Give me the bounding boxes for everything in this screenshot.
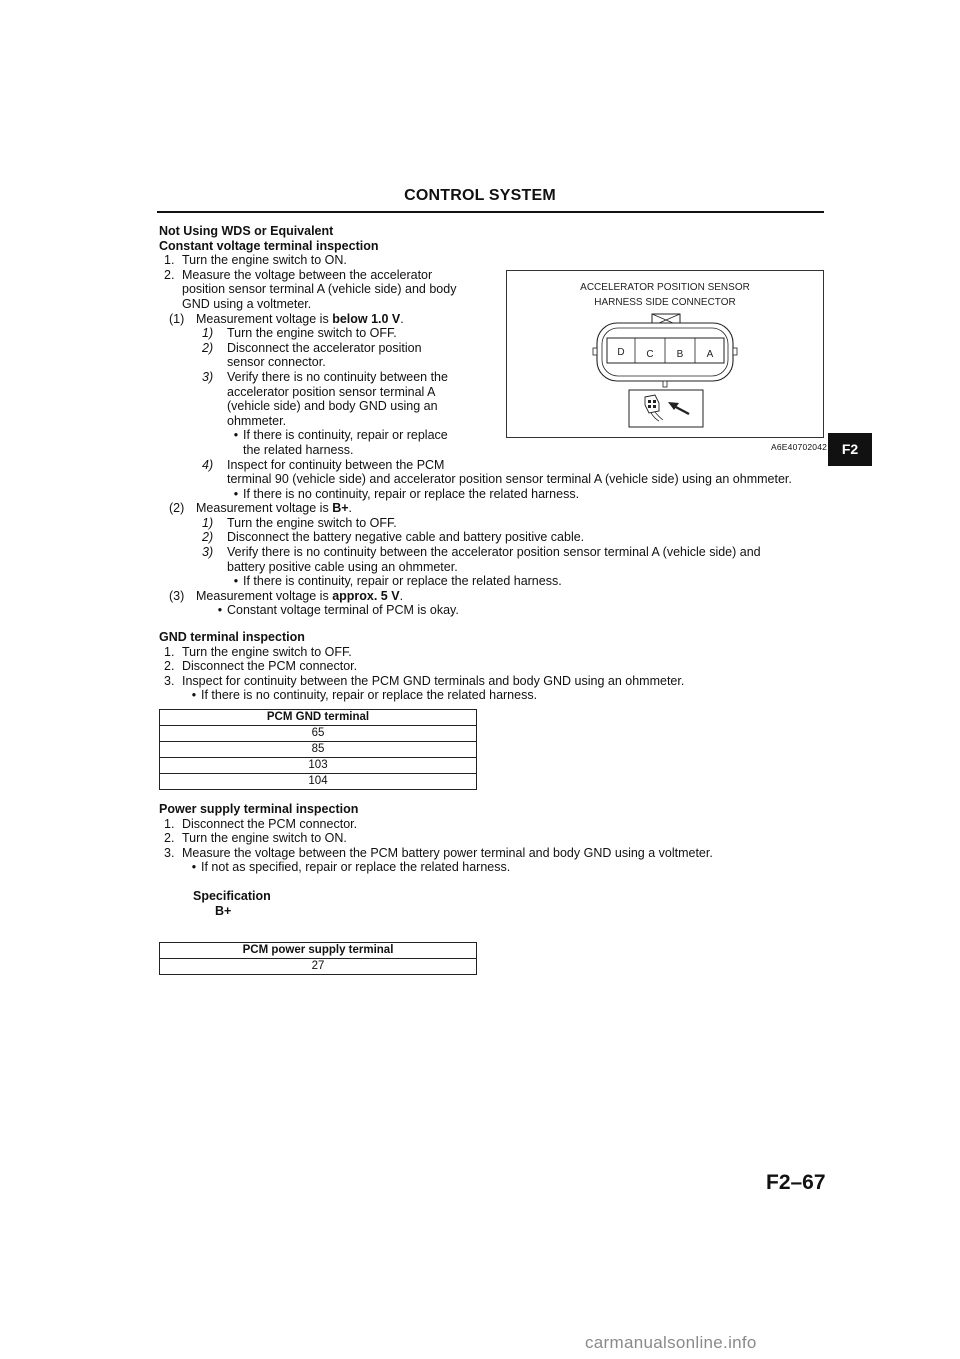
terminal-label-a: A (706, 349, 714, 360)
list-item: 2. Turn the engine switch to ON. (164, 831, 347, 846)
spec-label: Specification (193, 888, 271, 903)
list-item: 1. Turn the engine switch to OFF. (164, 644, 352, 659)
table-row: 85 (160, 742, 477, 758)
terminal-label-c: C (646, 349, 654, 360)
step-item-cont: ohmmeter. (227, 413, 287, 428)
section-heading: Power supply terminal inspection (159, 802, 359, 816)
list-item: 3. Inspect for continuity between the PCM GND terminals and body GND using an ohmmeter. (164, 673, 685, 688)
table-header: PCM GND terminal (160, 710, 477, 726)
terminal-label-b: B (676, 349, 684, 360)
step-item-cont: battery positive cable using an ohmmeter. (227, 559, 458, 574)
table-row: 103 (160, 758, 477, 774)
sub-item: (3) Measurement voltage is approx. 5 V. (169, 588, 404, 603)
header-rule (157, 211, 824, 213)
bullet-item: • If not as specified, repair or replace the related harness. (191, 860, 511, 875)
section-heading: Not Using WDS or Equivalent (159, 224, 334, 238)
step-item-cont: (vehicle side) and body GND using an (227, 399, 438, 414)
connector-figure (506, 270, 824, 438)
step-item: 1) Turn the engine switch to OFF. (202, 515, 397, 530)
list-item-cont: GND using a voltmeter. (182, 296, 312, 311)
table-row: 65 (160, 726, 477, 742)
list-item: 1. Turn the engine switch to ON. (164, 253, 347, 268)
figure-title-line1: ACCELERATOR POSITION SENSOR (580, 282, 750, 293)
list-item: 1. Disconnect the PCM connector. (164, 816, 358, 831)
list-item: 2. Measure the voltage between the accelerator (164, 267, 433, 282)
bullet-item-cont: the related harness. (243, 442, 354, 457)
spec-value: B+ (215, 903, 232, 918)
bullet-item: • If there is continuity, repair or replace the related harness. (233, 574, 562, 589)
figure-title-line2: HARNESS SIDE CONNECTOR (594, 297, 736, 308)
connector-diagram (507, 271, 823, 437)
terminal-label-d: D (617, 347, 625, 358)
bullet-item: • Constant voltage terminal of PCM is okay. (217, 603, 459, 618)
watermark: carmanualsonline.info (585, 1333, 757, 1352)
page-number: F2–67 (766, 1171, 826, 1194)
page-header-title: CONTROL SYSTEM (404, 187, 556, 204)
bullet-item: • If there is no continuity, repair or replace the related harness. (191, 688, 538, 703)
section-subheading: Constant voltage terminal inspection (159, 238, 379, 253)
step-item: 3) Verify there is no continuity between the (202, 369, 448, 384)
table-row: 104 (160, 774, 477, 790)
bottom-peg (663, 381, 667, 387)
sub-item: (2) Measurement voltage is B+. (169, 501, 352, 516)
step-item: 1) Turn the engine switch to OFF. (202, 326, 397, 341)
list-item: 3. Measure the voltage between the PCM battery power terminal and body GND using a voltmeter. (164, 845, 713, 860)
power-supply-terminal-table (159, 942, 477, 975)
table-row: 27 (160, 959, 477, 975)
section-tab: F2 (828, 433, 872, 466)
list-item: 2. Disconnect the PCM connector. (164, 659, 358, 674)
table-header: PCM power supply terminal (160, 943, 477, 959)
step-item: 3) Verify there is no continuity between the accelerator position sensor terminal A (vehicle side) and (202, 545, 761, 560)
step-item: 2) Disconnect the battery negative cable and battery positive cable. (202, 530, 585, 545)
list-item-cont: position sensor terminal A (vehicle side) and body (182, 282, 457, 297)
bullet-item: • If there is continuity, repair or replace (233, 428, 448, 443)
step-item-cont: terminal 90 (vehicle side) and accelerator position sensor terminal A (vehicle side) using an ohmmeter. (227, 472, 792, 487)
bullet-item: • If there is no continuity, repair or replace the related harness. (233, 486, 580, 501)
view-direction-inset (629, 390, 703, 427)
step-item: 2) Disconnect the accelerator position (202, 340, 422, 355)
step-item-cont: sensor connector. (227, 355, 326, 370)
step-item: 4) Inspect for continuity between the PCM (202, 457, 445, 472)
sub-item: (1) Measurement voltage is below 1.0 V. (169, 311, 404, 326)
side-peg (593, 348, 597, 355)
figure-id: A6E40702042 (771, 442, 828, 452)
step-item-cont: accelerator position sensor terminal A (227, 384, 436, 399)
section-heading: GND terminal inspection (159, 630, 305, 645)
gnd-terminal-table (159, 709, 477, 790)
side-peg (733, 348, 737, 355)
